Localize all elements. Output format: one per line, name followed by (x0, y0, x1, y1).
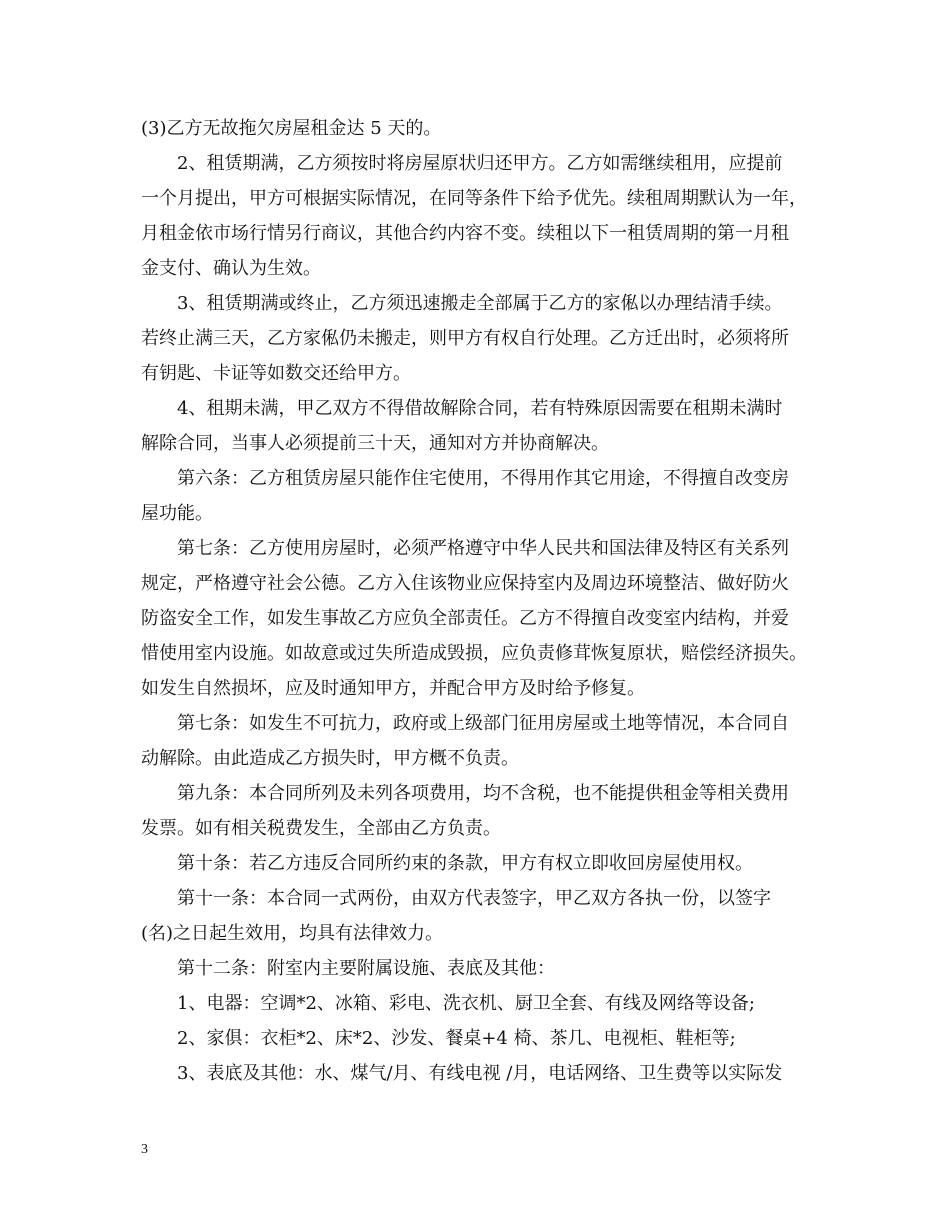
page-number: 3 (141, 1142, 148, 1157)
text-line: 第六条：乙方租赁房屋只能作住宅使用，不得用作其它用途，不得擅自改变房 (177, 468, 789, 489)
text-line: 屋功能。 (141, 503, 213, 524)
text-line: (3)乙方无故拖欠房屋租金达 5 天的。 (141, 118, 442, 139)
text-line: 第七条：如发生不可抗力，政府或上级部门征用房屋或土地等情况，本合同自 (177, 713, 789, 734)
text-line: 规定，严格遵守社会公德。乙方入住该物业应保持室内及周边环境整洁、做好防火 (141, 573, 789, 594)
text-line: 惜使用室内设施。如故意或过失所造成毁损，应负责修茸恢复原状，赔偿经济损失。 (141, 643, 807, 664)
text-line: 有钥匙、卡证等如数交还给甲方。 (141, 363, 411, 384)
text-line: 解除合同，当事人必须提前三十天，通知对方并协商解决。 (141, 433, 609, 454)
text-line: 第十条：若乙方违反合同所约束的条款，甲方有权立即收回房屋使用权。 (177, 853, 753, 874)
text-line: 3、租赁期满或终止，乙方须迅速搬走全部属于乙方的家俬以办理结清手续。 (177, 293, 783, 314)
text-line: 1、电器：空调*2、冰箱、彩电、洗衣机、厨卫全套、有线及网络等设备; (177, 993, 755, 1014)
text-line: 一个月提出，甲方可根据实际情况，在同等条件下给予优先。续租周期默认为一年， (141, 188, 807, 209)
text-line: 月租金依市场行情另行商议，其他合约内容不变。续租以下一租赁周期的第一月租 (141, 223, 789, 244)
text-line: (名)之日起生效用，均具有法律效力。 (141, 923, 444, 944)
text-line: 若终止满三天，乙方家俬仍未搬走，则甲方有权自行处理。乙方迁出时，必须将所 (141, 328, 789, 349)
text-line: 第十二条：附室内主要附属设施、表底及其他： (177, 958, 555, 979)
text-line: 金支付、确认为生效。 (141, 258, 321, 279)
text-line: 3、表底及其他：水、煤气/月、有线电视 /月，电话网络、卫生费等以实际发 (177, 1063, 783, 1084)
text-line: 4、租期未满，甲乙双方不得借故解除合同，若有特殊原因需要在租期未满时 (177, 398, 783, 419)
text-line: 第十一条：本合同一式两份，由双方代表签字，甲乙双方各执一份，以签字 (177, 888, 771, 909)
text-line: 第七条：乙方使用房屋时，必须严格遵守中华人民共和国法律及特区有关系列 (177, 538, 789, 559)
text-line: 2、家俱：衣柜*2、床*2、沙发、餐桌+4 椅、茶几、电视柜、鞋柜等; (177, 1028, 736, 1049)
text-line: 动解除。由此造成乙方损失时，甲方概不负责。 (141, 748, 519, 769)
text-line: 第九条：本合同所列及未列各项费用，均不含税，也不能提供租金等相关费用 (177, 783, 789, 804)
text-line: 如发生自然损坏，应及时通知甲方，并配合甲方及时给予修复。 (141, 678, 645, 699)
text-line: 防盗安全工作，如发生事故乙方应负全部责任。乙方不得擅自改变室内结构，并爱 (141, 608, 789, 629)
text-line: 2、租赁期满，乙方须按时将房屋原状归还甲方。乙方如需继续租用，应提前 (177, 153, 783, 174)
text-line: 发票。如有相关税费发生，全部由乙方负责。 (141, 818, 501, 839)
